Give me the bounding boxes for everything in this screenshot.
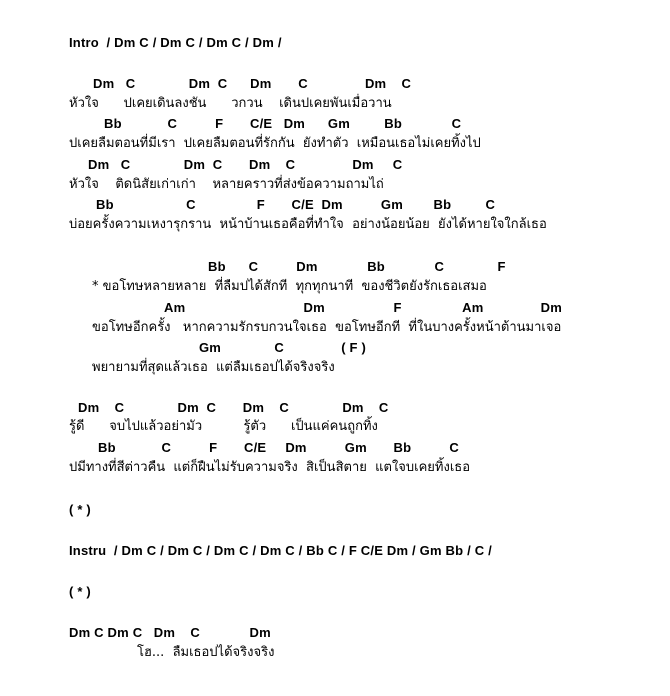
verse1-lyric-2: ปเคยลืมตอนที่มีเรา ปเคยลืมตอนที่รักกัน ยังทำตัว เหมือนเธอไม่เคยทิ้งไป xyxy=(69,136,481,151)
chorus-lyric-3: พยายามที่สุดแล้วเธอ แต่ลืมเธอปได้จริงจริง xyxy=(92,360,335,375)
chorus-lyric-2: ขอโทษอีกครั้ง หากความรักรบกวนใจเธอ ขอโทษอีกที ที่ในบางครั้งหน้าต้านมาเจอ xyxy=(92,320,562,335)
chorus-repeat-marker-2: ( * ) xyxy=(69,584,91,599)
verse1-chords-4: Bb C F C/E Dm Gm Bb C xyxy=(96,197,496,212)
chorus-chords-3: Gm C ( F ) xyxy=(199,340,367,355)
chorus-repeat-marker-1: ( * ) xyxy=(69,502,91,517)
verse1-chords-3: Dm C Dm C Dm C Dm C xyxy=(88,157,403,172)
chorus-chords-2: Am Dm F Am Dm xyxy=(164,300,562,315)
verse1-lyric-4: บ่อยครั้งความเหงารุกราน หน้าบ้านเธอคือที่ทำใจ อย่างน้อยน้อย ยังได้หายใจใกล้เธอ xyxy=(69,217,547,232)
verse2-lyric-1: รู้ดี จบไปแล้วอย่ามัว รู้ตัว เป็นแค่คนถูกทิ้ง xyxy=(69,419,378,434)
chorus-lyric-1: * ขอโทษหลายหลาย ที่ลืมปได้สักที ทุกทุกนาที ของชีวิตยังรักเธอเสมอ xyxy=(92,279,487,294)
verse1-chords-2: Bb C F C/E Dm Gm Bb C xyxy=(104,116,462,131)
intro-line: Intro / Dm C / Dm C / Dm C / Dm / xyxy=(69,35,282,50)
verse2-chords-1: Dm C Dm C Dm C Dm C xyxy=(78,400,389,415)
verse1-lyric-3: หัวใจ ติดนิสัยเก่าเก่า หลายคราวที่ส่งข้อความถามไถ่ xyxy=(69,177,384,192)
verse1-lyric-1: หัวใจ ปเคยเดินลงชัน วกวน เดินปเคยพันเมื่อวาน xyxy=(69,96,392,111)
verse2-lyric-2: ปมีทางที่สีต่าวคืน แต่ก็ฝืนไม่รับความจริง สิเป็นสิตาย แตใจบเคยทิ้งเธอ xyxy=(69,460,471,475)
verse2-chords-2: Bb C F C/E Dm Gm Bb C xyxy=(98,440,459,455)
instrumental-line: Instru / Dm C / Dm C / Dm C / Dm C / Bb C / F C/E Dm / Gm Bb / C / xyxy=(69,543,492,558)
outro-chords: Dm C Dm C Dm C Dm xyxy=(69,625,271,640)
outro-lyric: โฮ... ลืมเธอปได้จริงจริง xyxy=(137,645,275,660)
chorus-chords-1: Bb C Dm Bb C F xyxy=(208,259,506,274)
verse1-chords-1: Dm C Dm C Dm C Dm C xyxy=(93,76,412,91)
